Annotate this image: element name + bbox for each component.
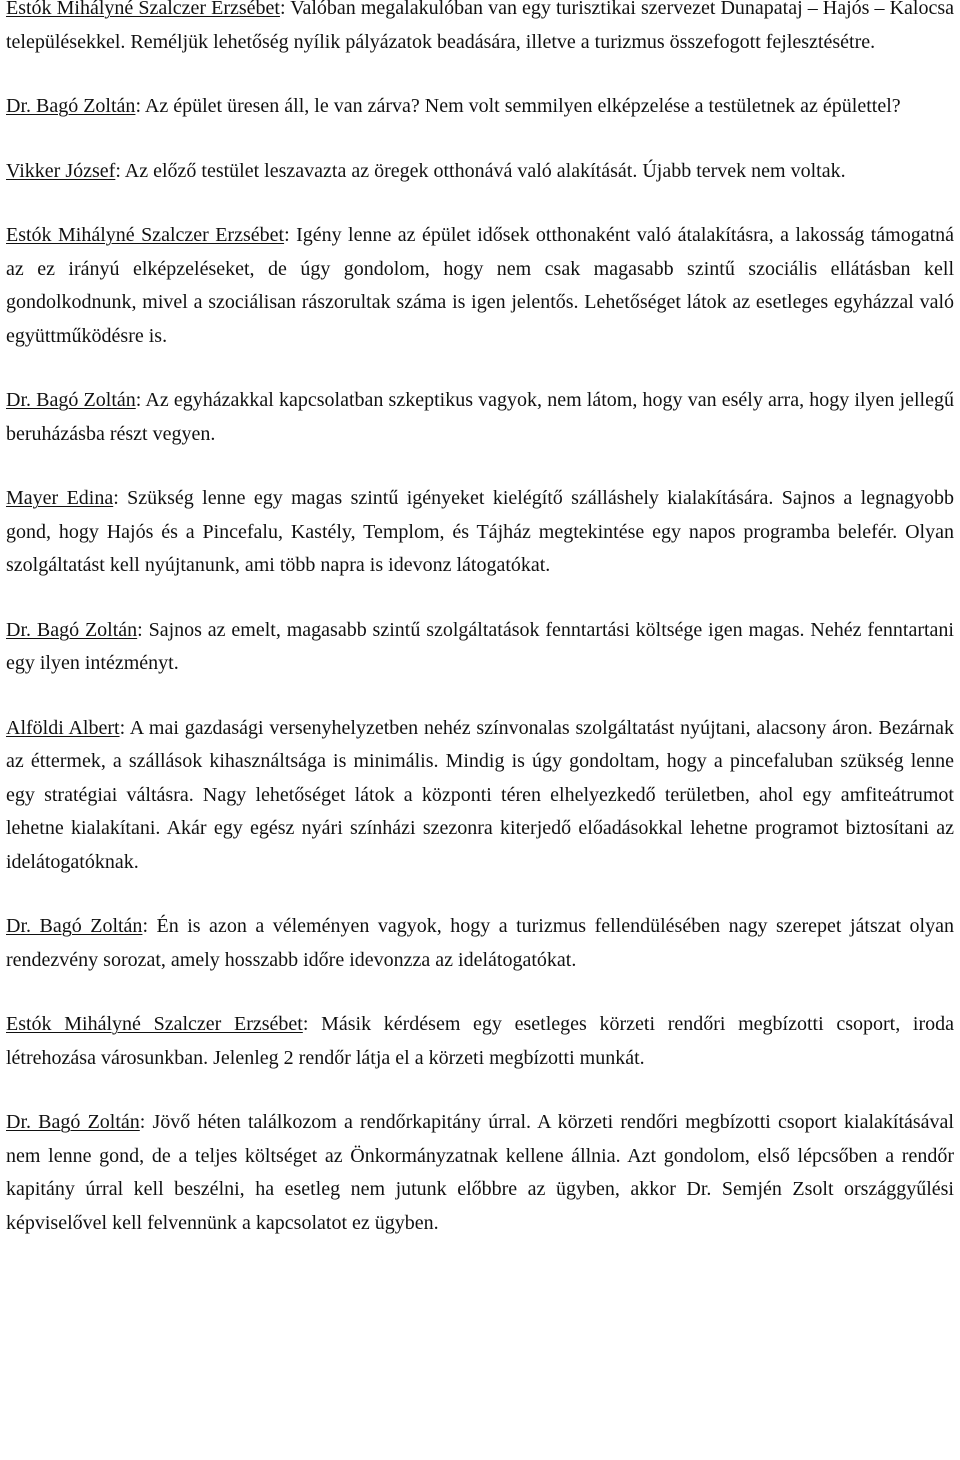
paragraph-3 [6, 155, 954, 189]
paragraph-text: : Én is azon a véleményen vagyok, hogy a turizmus fellendülésében nagy szerepet játszat olyan rendezvény sorozat, amely hosszabb időre idevonzza az idelátogatókat. [6, 915, 954, 971]
paragraph-5 [6, 384, 954, 451]
speaker-name: Dr. Bagó Zoltán [6, 1111, 140, 1133]
speaker-name: Estók Mihályné Szalczer Erzsébet [6, 224, 285, 246]
paragraph-text: : Másik kérdésem egy esetleges körzeti rendőri megbízotti csoport, iroda létrehozása városunkban. Jelenleg 2 rendőr látja el a körzeti megbízotti munkát. [6, 1013, 954, 1069]
speaker-name: Dr. Bagó Zoltán [6, 915, 143, 937]
paragraph-9 [6, 910, 954, 977]
paragraph-1 [6, 0, 954, 59]
paragraph-text: : Az épület üresen áll, le van zárva? Nem volt semmilyen elképzelése a testületnek az épülettel? [135, 95, 901, 117]
paragraph-text: : Igény lenne az épület idősek otthonaként való átalakításra, a lakosság támogatná az ez irányú elképzeléseket, de úgy gondolom, hogy nem csak magasabb szintű szociális ellátásban kell gondolkodnunk, mivel a szociálisan rászorultak száma is igen jelentős. Lehetőséget látok az esetleges egyházzal való együttműködésre is. [6, 224, 955, 347]
paragraph-text: : Sajnos az emelt, magasabb szintű szolgáltatások fenntartási költsége igen magas. Nehéz fenntartani egy ilyen intézményt. [6, 618, 954, 674]
paragraph-4 [6, 219, 954, 353]
paragraph-8 [6, 712, 954, 880]
speaker-name: Dr. Bagó Zoltán [6, 618, 138, 641]
speaker-name: Estók Mihályné Szalczer Erzsébet [6, 0, 280, 19]
speaker-name: Dr. Bagó Zoltán [6, 95, 136, 117]
paragraph-text: : Az egyházakkal kapcsolatban szkeptikus vagyok, nem látom, hogy van esély arra, hogy ilyen jellegű beruházásba részt vegyen. [6, 389, 954, 445]
paragraph-text: : Szükség lenne egy magas szintű igényeket kielégítő szálláshely kialakítására. Sajnos a legnagyobb gond, hogy Hajós és a Pincefalu, Kastély, Templom, és Tájház megtekintése egy napos programba belefér. Olyan szolgáltatást kell nyújtanunk, ami több napra is idevonz látogatókat. [6, 487, 954, 576]
paragraph-6 [6, 482, 954, 583]
paragraph-11 [6, 1106, 954, 1240]
paragraph-text: : Jövő héten találkozom a rendőrkapitány úrral. A körzeti rendőri megbízotti csoport kialakításával nem lenne gond, de a teljes költséget az Önkormányzatnak kellene állnia. Azt gondolom, első lépcsőben a rendőr kapitány úrral kell beszélni, ha esetleg nem jutunk előbbre az ügyben, akkor Dr. Semjén Zsolt országgyűlési képviselővel kell felvennünk a kapcsolatot ez ügyben. [6, 1111, 954, 1234]
speaker-name: Alföldi Albert [6, 716, 120, 739]
document-page [6, 0, 954, 1271]
paragraph-text: : Valóban megalakulóban van egy turisztikai szervezet Dunapataj – Hajós – Kalocsa településekkel. Reméljük lehetőség nyílik pályázatok beadására, illetve a turizmus összefogott fejlesztésétre. [6, 0, 954, 53]
speaker-name: Dr. Bagó Zoltán [6, 389, 136, 411]
paragraph-10 [6, 1008, 954, 1075]
paragraph-2 [6, 90, 954, 124]
speaker-name: Vikker József [6, 159, 116, 182]
speaker-name: Mayer Edina [6, 487, 114, 509]
paragraph-text: : Az előző testület leszavazta az öregek otthonává való alakítását. Újabb tervek nem voltak. [115, 159, 846, 182]
speaker-name: Estók Mihályné Szalczer Erzsébet [6, 1013, 303, 1035]
paragraph-text: : A mai gazdasági versenyhelyzetben nehéz színvonalas szolgáltatást nyújtani, alacsony áron. Bezárnak az éttermek, a szállások kihasználtsága is minimális. Mindig is úgy gondoltam, hogy a pincefaluban szükség lenne egy stratégiai váltásra. Nagy lehetőséget látok a központi téren elhelyezkedő területben, ahol egy amfiteátrumot lehetne kialakítani. Akár egy egész nyári színházi szezonra kiterjedő előadásokkal lehetne programot biztosítani az idelátogatóknak. [6, 716, 955, 873]
paragraph-7 [6, 614, 954, 681]
